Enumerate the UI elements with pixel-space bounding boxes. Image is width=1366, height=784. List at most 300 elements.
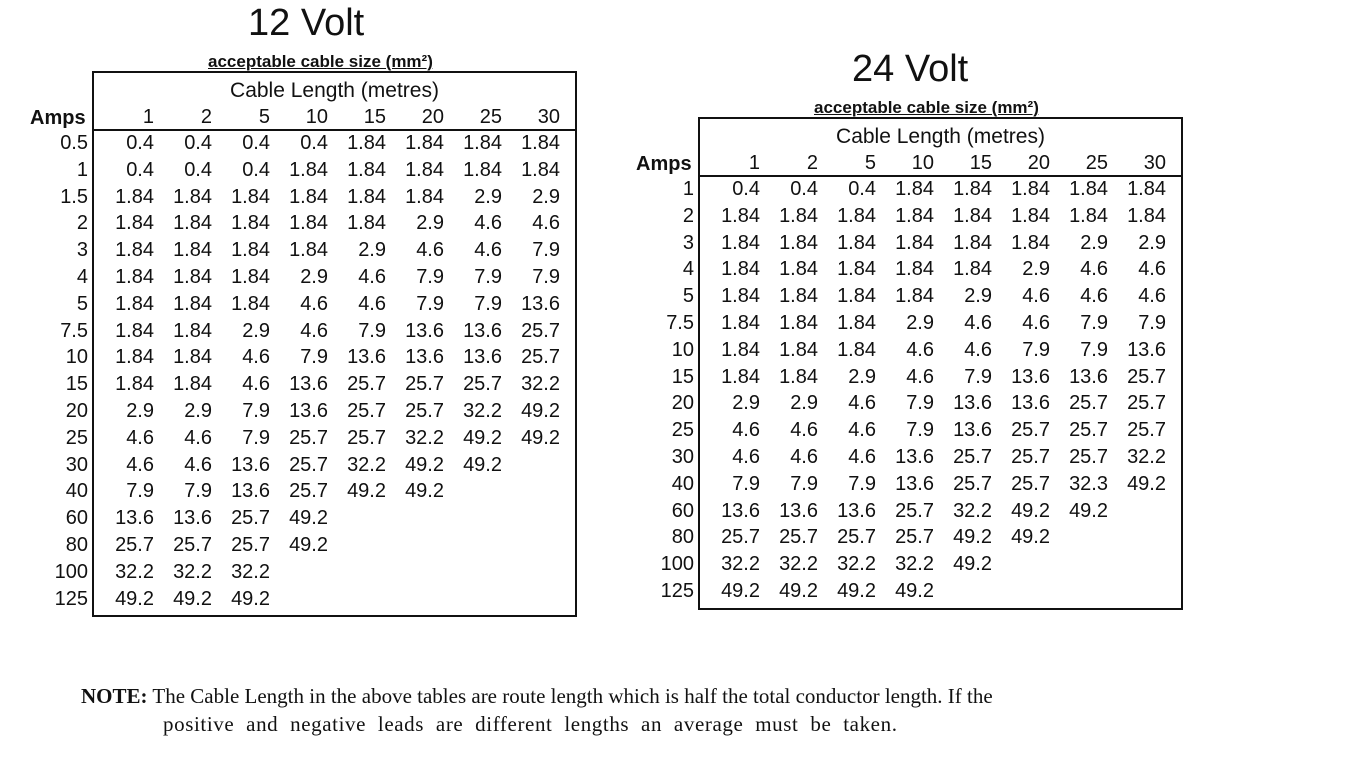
cable-size-cell: 32.2 bbox=[231, 561, 270, 583]
cable-size-cell: 7.9 bbox=[242, 400, 270, 422]
cable-size-cell: 13.6 bbox=[347, 346, 386, 368]
cable-size-cell: 1.84 bbox=[289, 186, 328, 208]
cable-size-cell: 1.84 bbox=[115, 293, 154, 315]
cable-size-cell: 4.6 bbox=[848, 446, 876, 468]
length-header-cell: 20 bbox=[1027, 152, 1050, 174]
cable-size-cell: 7.9 bbox=[906, 419, 934, 441]
cable-size-cell: 25.7 bbox=[289, 480, 328, 502]
cable-size-cell: 25.7 bbox=[521, 346, 560, 368]
cable-size-cell: 7.9 bbox=[474, 266, 502, 288]
cable-size-cell: 1.84 bbox=[115, 373, 154, 395]
cable-size-cell: 1.84 bbox=[521, 159, 560, 181]
cable-size-cell: 13.6 bbox=[1011, 392, 1050, 414]
cable-size-cell: 0.4 bbox=[848, 178, 876, 200]
cable-size-cell: 4.6 bbox=[532, 212, 560, 234]
cable-size-cell: 4.6 bbox=[790, 419, 818, 441]
cable-size-cell: 49.2 bbox=[1011, 500, 1050, 522]
cable-size-cell: 4.6 bbox=[184, 427, 212, 449]
cable-size-cell: 1.84 bbox=[231, 186, 270, 208]
cable-size-cell: 49.2 bbox=[115, 588, 154, 610]
cable-size-cell: 49.2 bbox=[463, 427, 502, 449]
footnote bbox=[81, 682, 1201, 738]
amps-value: 10 bbox=[671, 339, 694, 361]
cable-size-cell: 1.84 bbox=[895, 178, 934, 200]
cable-size-cell: 1.84 bbox=[173, 186, 212, 208]
cable-size-cell: 25.7 bbox=[1069, 392, 1108, 414]
cable-size-cell: 25.7 bbox=[895, 500, 934, 522]
cable-size-cell: 0.4 bbox=[242, 132, 270, 154]
cable-size-cell: 25.7 bbox=[721, 526, 760, 548]
cable-length-header: Cable Length (metres) bbox=[230, 79, 439, 102]
cable-size-cell: 1.84 bbox=[721, 339, 760, 361]
cable-size-cell: 25.7 bbox=[837, 526, 876, 548]
cable-size-cell: 32.2 bbox=[895, 553, 934, 575]
cable-size-cell: 1.84 bbox=[779, 366, 818, 388]
amps-value: 4 bbox=[76, 266, 88, 288]
cable-size-cell: 2.9 bbox=[474, 186, 502, 208]
cable-size-cell: 1.84 bbox=[405, 132, 444, 154]
amps-value: 5 bbox=[76, 293, 88, 315]
cable-size-cell: 49.2 bbox=[895, 580, 934, 602]
cable-size-cell: 1.84 bbox=[779, 339, 818, 361]
cable-size-cell: 1.84 bbox=[895, 258, 934, 280]
cable-size-cell: 1.84 bbox=[953, 258, 992, 280]
length-header-cell: 5 bbox=[864, 152, 876, 174]
cable-size-cell: 25.7 bbox=[405, 373, 444, 395]
cable-size-cell: 2.9 bbox=[242, 320, 270, 342]
cable-size-cell: 1.84 bbox=[463, 159, 502, 181]
cable-size-cell: 1.84 bbox=[289, 159, 328, 181]
cable-size-cell: 1.84 bbox=[837, 285, 876, 307]
cable-size-cell: 49.2 bbox=[463, 454, 502, 476]
cable-size-cell: 2.9 bbox=[1080, 232, 1108, 254]
cable-size-cell: 49.2 bbox=[953, 526, 992, 548]
cable-size-cell: 25.7 bbox=[895, 526, 934, 548]
cable-size-cell: 1.84 bbox=[231, 293, 270, 315]
cable-size-cell: 7.9 bbox=[126, 480, 154, 502]
cable-size-cell: 1.84 bbox=[837, 258, 876, 280]
amps-value: 80 bbox=[671, 526, 694, 548]
cable-size-cell: 4.6 bbox=[358, 293, 386, 315]
cable-size-cell: 49.2 bbox=[521, 427, 560, 449]
cable-size-cell: 4.6 bbox=[474, 212, 502, 234]
cable-size-cell: 13.6 bbox=[1127, 339, 1166, 361]
cable-size-cell: 1.84 bbox=[953, 205, 992, 227]
cable-size-cell: 1.84 bbox=[953, 178, 992, 200]
cable-size-cell: 25.7 bbox=[173, 534, 212, 556]
cable-size-cell: 25.7 bbox=[521, 320, 560, 342]
cable-size-cell: 25.7 bbox=[1127, 419, 1166, 441]
cable-size-cell: 25.7 bbox=[1127, 366, 1166, 388]
cable-size-cell: 1.84 bbox=[115, 346, 154, 368]
amps-value: 60 bbox=[65, 507, 88, 529]
cable-size-cell: 1.84 bbox=[115, 186, 154, 208]
cable-size-cell: 4.6 bbox=[1080, 285, 1108, 307]
cable-size-cell: 0.4 bbox=[184, 132, 212, 154]
cable-size-cell: 2.9 bbox=[1022, 258, 1050, 280]
cable-size-cell: 13.6 bbox=[463, 320, 502, 342]
cable-size-cell: 49.2 bbox=[1127, 473, 1166, 495]
cable-size-cell: 13.6 bbox=[115, 507, 154, 529]
cable-size-cell: 1.84 bbox=[231, 239, 270, 261]
amps-value: 4 bbox=[682, 258, 694, 280]
cable-size-cell: 4.6 bbox=[732, 446, 760, 468]
cable-size-cell: 49.2 bbox=[405, 480, 444, 502]
cable-size-cell: 32.2 bbox=[779, 553, 818, 575]
amps-value: 100 bbox=[660, 553, 694, 575]
amps-value: 125 bbox=[54, 588, 88, 610]
cable-size-cell: 1.84 bbox=[463, 132, 502, 154]
cable-size-cell: 13.6 bbox=[953, 392, 992, 414]
cable-size-cell: 1.84 bbox=[1127, 205, 1166, 227]
cable-size-cell: 4.6 bbox=[358, 266, 386, 288]
amps-value: 25 bbox=[65, 427, 88, 449]
cable-size-cell: 7.9 bbox=[532, 239, 560, 261]
cable-size-cell: 32.2 bbox=[347, 454, 386, 476]
table-24v-subtitle: acceptable cable size (mm²) bbox=[814, 98, 1039, 117]
cable-size-cell: 49.2 bbox=[405, 454, 444, 476]
cable-size-cell: 25.7 bbox=[347, 400, 386, 422]
amps-value: 1.5 bbox=[60, 186, 88, 208]
cable-size-cell: 4.6 bbox=[126, 454, 154, 476]
cable-size-cell: 1.84 bbox=[721, 312, 760, 334]
cable-size-cell: 2.9 bbox=[358, 239, 386, 261]
amps-value: 40 bbox=[671, 473, 694, 495]
amps-value: 20 bbox=[671, 392, 694, 414]
cable-size-cell: 49.2 bbox=[837, 580, 876, 602]
cable-size-cell: 13.6 bbox=[895, 446, 934, 468]
cable-size-cell: 49.2 bbox=[953, 553, 992, 575]
cable-size-cell: 1.84 bbox=[895, 285, 934, 307]
cable-size-cell: 1.84 bbox=[173, 239, 212, 261]
cable-size-cell: 49.2 bbox=[1069, 500, 1108, 522]
cable-size-cell: 49.2 bbox=[1011, 526, 1050, 548]
cable-size-cell: 1.84 bbox=[347, 132, 386, 154]
cable-size-cell: 0.4 bbox=[126, 132, 154, 154]
cable-size-cell: 2.9 bbox=[906, 312, 934, 334]
cable-size-cell: 13.6 bbox=[289, 373, 328, 395]
cable-size-cell: 49.2 bbox=[173, 588, 212, 610]
cable-size-cell: 49.2 bbox=[347, 480, 386, 502]
cable-size-cell: 2.9 bbox=[848, 366, 876, 388]
cable-size-cell: 25.7 bbox=[289, 454, 328, 476]
cable-size-cell: 4.6 bbox=[474, 239, 502, 261]
cable-size-cell: 7.9 bbox=[790, 473, 818, 495]
cable-size-cell: 7.9 bbox=[242, 427, 270, 449]
length-header-cell: 2 bbox=[806, 152, 818, 174]
cable-size-cell: 4.6 bbox=[848, 392, 876, 414]
cable-size-cell: 49.2 bbox=[231, 588, 270, 610]
length-header-cell: 10 bbox=[911, 152, 934, 174]
cable-size-cell: 1.84 bbox=[721, 205, 760, 227]
cable-size-cell: 4.6 bbox=[1138, 258, 1166, 280]
length-header-cell: 2 bbox=[200, 106, 212, 128]
cable-size-cell: 13.6 bbox=[837, 500, 876, 522]
cable-size-cell: 13.6 bbox=[521, 293, 560, 315]
cable-size-cell: 1.84 bbox=[115, 320, 154, 342]
cable-size-cell: 13.6 bbox=[231, 454, 270, 476]
cable-size-cell: 1.84 bbox=[779, 285, 818, 307]
cable-size-cell: 7.9 bbox=[1080, 339, 1108, 361]
note-line-2: positive and negative leads are different lengths an average must be taken. bbox=[163, 712, 898, 736]
amps-value: 7.5 bbox=[666, 312, 694, 334]
length-header-cell: 30 bbox=[1143, 152, 1166, 174]
amps-value: 125 bbox=[660, 580, 694, 602]
cable-size-cell: 1.84 bbox=[347, 186, 386, 208]
cable-size-cell: 7.9 bbox=[964, 366, 992, 388]
cable-size-cell: 13.6 bbox=[1069, 366, 1108, 388]
cable-size-cell: 49.2 bbox=[289, 507, 328, 529]
cable-size-cell: 13.6 bbox=[895, 473, 934, 495]
cable-size-cell: 32.3 bbox=[1069, 473, 1108, 495]
cable-size-cell: 25.7 bbox=[405, 400, 444, 422]
note-label: NOTE: bbox=[81, 684, 148, 708]
cable-size-cell: 32.2 bbox=[837, 553, 876, 575]
cable-size-cell: 7.9 bbox=[1022, 339, 1050, 361]
cable-size-cell: 32.2 bbox=[463, 400, 502, 422]
amps-value: 30 bbox=[671, 446, 694, 468]
cable-size-cell: 1.84 bbox=[721, 285, 760, 307]
cable-size-cell: 25.7 bbox=[1011, 446, 1050, 468]
amps-value: 1 bbox=[76, 159, 88, 181]
cable-size-cell: 4.6 bbox=[300, 320, 328, 342]
length-header-row bbox=[94, 105, 575, 131]
cable-size-cell: 2.9 bbox=[732, 392, 760, 414]
cable-size-cell: 32.2 bbox=[173, 561, 212, 583]
cable-size-cell: 7.9 bbox=[848, 473, 876, 495]
cable-size-cell: 13.6 bbox=[779, 500, 818, 522]
cable-size-cell: 0.4 bbox=[126, 159, 154, 181]
cable-size-cell: 13.6 bbox=[1011, 366, 1050, 388]
cable-size-cell: 32.2 bbox=[115, 561, 154, 583]
cable-size-cell: 1.84 bbox=[231, 212, 270, 234]
cable-size-cell: 1.84 bbox=[347, 159, 386, 181]
length-header-cell: 25 bbox=[1085, 152, 1108, 174]
cable-size-cell: 7.9 bbox=[906, 392, 934, 414]
cable-size-cell: 13.6 bbox=[231, 480, 270, 502]
cable-size-cell: 25.7 bbox=[231, 534, 270, 556]
cable-size-cell: 1.84 bbox=[779, 232, 818, 254]
cable-size-cell: 1.84 bbox=[1127, 178, 1166, 200]
cable-size-cell: 0.4 bbox=[242, 159, 270, 181]
amps-value: 20 bbox=[65, 400, 88, 422]
cable-size-cell: 4.6 bbox=[848, 419, 876, 441]
cable-size-cell: 25.7 bbox=[347, 373, 386, 395]
cable-size-cell: 1.84 bbox=[779, 205, 818, 227]
cable-size-cell: 1.84 bbox=[289, 239, 328, 261]
cable-size-cell: 1.84 bbox=[173, 373, 212, 395]
cable-size-cell: 1.84 bbox=[721, 258, 760, 280]
table-24v-title: 24 Volt bbox=[852, 48, 969, 90]
cable-size-cell: 1.84 bbox=[405, 159, 444, 181]
cable-size-cell: 1.84 bbox=[779, 258, 818, 280]
cable-size-cell: 1.84 bbox=[721, 366, 760, 388]
cable-size-cell: 1.84 bbox=[405, 186, 444, 208]
amps-value: 60 bbox=[671, 500, 694, 522]
cable-size-cell: 32.2 bbox=[1127, 446, 1166, 468]
cable-size-cell: 2.9 bbox=[184, 400, 212, 422]
amps-label: Amps bbox=[636, 153, 692, 175]
cable-size-cell: 0.4 bbox=[790, 178, 818, 200]
cable-size-cell: 1.84 bbox=[1011, 178, 1050, 200]
cable-size-cell: 13.6 bbox=[173, 507, 212, 529]
cable-size-cell: 4.6 bbox=[416, 239, 444, 261]
cable-size-cell: 1.84 bbox=[837, 312, 876, 334]
amps-value: 3 bbox=[76, 239, 88, 261]
cable-size-cell: 7.9 bbox=[416, 266, 444, 288]
cable-size-cell: 4.6 bbox=[964, 339, 992, 361]
cable-size-cell: 1.84 bbox=[521, 132, 560, 154]
cable-size-cell: 25.7 bbox=[463, 373, 502, 395]
cable-size-cell: 7.9 bbox=[184, 480, 212, 502]
length-header-row bbox=[700, 151, 1181, 177]
cable-size-cell: 7.9 bbox=[1138, 312, 1166, 334]
cable-size-cell: 25.7 bbox=[1011, 473, 1050, 495]
amps-value: 100 bbox=[54, 561, 88, 583]
length-header-cell: 1 bbox=[142, 106, 154, 128]
cable-size-cell: 25.7 bbox=[779, 526, 818, 548]
table-box bbox=[92, 71, 577, 617]
cable-size-cell: 1.84 bbox=[173, 212, 212, 234]
cable-size-cell: 1.84 bbox=[1069, 178, 1108, 200]
amps-value: 2 bbox=[682, 205, 694, 227]
cable-size-cell: 2.9 bbox=[126, 400, 154, 422]
cable-size-cell: 13.6 bbox=[405, 346, 444, 368]
cable-size-cell: 2.9 bbox=[790, 392, 818, 414]
cable-size-cell: 49.2 bbox=[289, 534, 328, 556]
amps-value: 7.5 bbox=[60, 320, 88, 342]
cable-size-cell: 4.6 bbox=[1022, 285, 1050, 307]
cable-size-cell: 13.6 bbox=[405, 320, 444, 342]
cable-size-cell: 1.84 bbox=[837, 232, 876, 254]
cable-size-cell: 2.9 bbox=[300, 266, 328, 288]
amps-label: Amps bbox=[30, 107, 86, 129]
table-box bbox=[698, 117, 1183, 610]
cable-size-cell: 1.84 bbox=[173, 320, 212, 342]
cable-size-cell: 25.7 bbox=[289, 427, 328, 449]
cable-size-cell: 49.2 bbox=[779, 580, 818, 602]
amps-value: 25 bbox=[671, 419, 694, 441]
length-header-cell: 25 bbox=[479, 106, 502, 128]
cable-size-cell: 25.7 bbox=[1069, 419, 1108, 441]
note-line-1: The Cable Length in the above tables are route length which is half the total conductor length. If the bbox=[152, 684, 993, 708]
cable-size-cell: 49.2 bbox=[521, 400, 560, 422]
cable-size-cell: 1.84 bbox=[115, 239, 154, 261]
amps-value: 0.5 bbox=[60, 132, 88, 154]
amps-value: 10 bbox=[65, 346, 88, 368]
amps-value: 3 bbox=[682, 232, 694, 254]
cable-size-cell: 7.9 bbox=[416, 293, 444, 315]
cable-size-cell: 7.9 bbox=[732, 473, 760, 495]
cable-size-cell: 7.9 bbox=[300, 346, 328, 368]
cable-size-cell: 7.9 bbox=[1080, 312, 1108, 334]
cable-size-cell: 7.9 bbox=[532, 266, 560, 288]
cable-size-cell: 4.6 bbox=[126, 427, 154, 449]
cable-size-cell: 13.6 bbox=[289, 400, 328, 422]
cable-size-cell: 4.6 bbox=[300, 293, 328, 315]
cable-size-cell: 32.2 bbox=[953, 500, 992, 522]
amps-value: 2 bbox=[76, 212, 88, 234]
cable-size-cell: 1.84 bbox=[895, 232, 934, 254]
cable-size-cell: 4.6 bbox=[906, 339, 934, 361]
length-header-cell: 30 bbox=[537, 106, 560, 128]
cable-size-cell: 0.4 bbox=[184, 159, 212, 181]
cable-size-cell: 4.6 bbox=[242, 346, 270, 368]
table-12v-subtitle: acceptable cable size (mm²) bbox=[208, 52, 433, 71]
cable-size-cell: 0.4 bbox=[300, 132, 328, 154]
amps-value: 1 bbox=[682, 178, 694, 200]
cable-size-cell: 32.2 bbox=[405, 427, 444, 449]
cable-size-cell: 4.6 bbox=[964, 312, 992, 334]
cable-size-cell: 49.2 bbox=[721, 580, 760, 602]
cable-size-cell: 1.84 bbox=[779, 312, 818, 334]
cable-size-cell: 13.6 bbox=[953, 419, 992, 441]
cable-size-cell: 1.84 bbox=[347, 212, 386, 234]
cable-size-cell: 1.84 bbox=[173, 293, 212, 315]
length-header-cell: 5 bbox=[258, 106, 270, 128]
cable-length-header: Cable Length (metres) bbox=[836, 125, 1045, 148]
cable-size-cell: 13.6 bbox=[463, 346, 502, 368]
cable-size-cell: 25.7 bbox=[1011, 419, 1050, 441]
amps-value: 30 bbox=[65, 454, 88, 476]
length-header-cell: 15 bbox=[969, 152, 992, 174]
cable-size-cell: 32.2 bbox=[521, 373, 560, 395]
cable-size-cell: 2.9 bbox=[416, 212, 444, 234]
cable-size-cell: 25.7 bbox=[347, 427, 386, 449]
cable-size-cell: 1.84 bbox=[721, 232, 760, 254]
cable-size-cell: 1.84 bbox=[895, 205, 934, 227]
cable-size-cell: 4.6 bbox=[1080, 258, 1108, 280]
cable-size-cell: 13.6 bbox=[721, 500, 760, 522]
length-header-cell: 15 bbox=[363, 106, 386, 128]
cable-size-cell: 4.6 bbox=[790, 446, 818, 468]
cable-size-cell: 4.6 bbox=[1138, 285, 1166, 307]
cable-size-cell: 25.7 bbox=[115, 534, 154, 556]
cable-size-cell: 4.6 bbox=[906, 366, 934, 388]
cable-size-cell: 2.9 bbox=[532, 186, 560, 208]
amps-value: 40 bbox=[65, 480, 88, 502]
cable-size-cell: 1.84 bbox=[173, 266, 212, 288]
cable-size-cell: 25.7 bbox=[1069, 446, 1108, 468]
cable-size-cell: 1.84 bbox=[289, 212, 328, 234]
cable-size-cell: 1.84 bbox=[837, 205, 876, 227]
cable-size-cell: 25.7 bbox=[1127, 392, 1166, 414]
cable-size-cell: 1.84 bbox=[1069, 205, 1108, 227]
cable-size-cell: 2.9 bbox=[1138, 232, 1166, 254]
cable-size-cell: 7.9 bbox=[358, 320, 386, 342]
cable-size-cell: 4.6 bbox=[732, 419, 760, 441]
cable-size-cell: 1.84 bbox=[231, 266, 270, 288]
cable-size-cell: 0.4 bbox=[732, 178, 760, 200]
amps-value: 5 bbox=[682, 285, 694, 307]
cable-size-cell: 1.84 bbox=[953, 232, 992, 254]
cable-size-cell: 1.84 bbox=[115, 212, 154, 234]
cable-size-cell: 4.6 bbox=[184, 454, 212, 476]
amps-value: 80 bbox=[65, 534, 88, 556]
cable-size-cell: 1.84 bbox=[1011, 205, 1050, 227]
cable-size-cell: 1.84 bbox=[837, 339, 876, 361]
length-header-cell: 20 bbox=[421, 106, 444, 128]
cable-size-cell: 1.84 bbox=[1011, 232, 1050, 254]
length-header-cell: 10 bbox=[305, 106, 328, 128]
cable-size-cell: 7.9 bbox=[474, 293, 502, 315]
amps-value: 15 bbox=[671, 366, 694, 388]
amps-value: 15 bbox=[65, 373, 88, 395]
cable-size-cell: 2.9 bbox=[964, 285, 992, 307]
cable-size-cell: 1.84 bbox=[173, 346, 212, 368]
cable-size-cell: 25.7 bbox=[953, 446, 992, 468]
length-header-cell: 1 bbox=[748, 152, 760, 174]
